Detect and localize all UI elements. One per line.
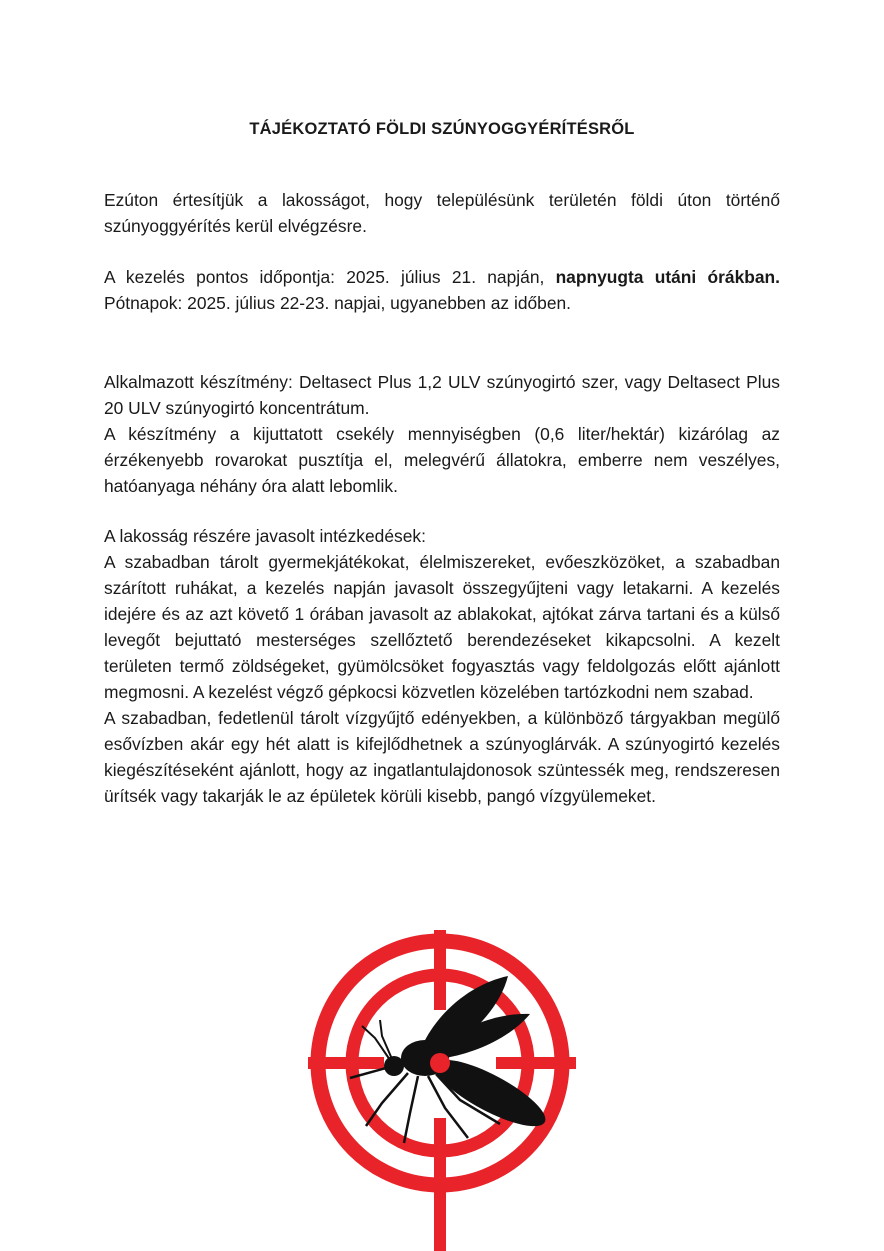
schedule-paragraph bbox=[104, 264, 780, 316]
mosquito-target-icon bbox=[300, 928, 590, 1251]
document-title: TÁJÉKOZTATÓ FÖLDI SZÚNYOGGYÉRÍTÉSRŐL bbox=[249, 120, 635, 138]
measures-paragraph-1: A szabadban tárolt gyermekjátékokat, élelmiszereket, evőeszközöket, a szabadban szárított ruhákat, a kezelés napján javasolt összegyűjteni vagy letakarni. A kezelés idejére és az azt követő 1 órában javasolt az ablakokat, ajtókat zárva tartani és a külső levegőt bejuttató mesterséges szellőztető berendezéseket kikapcsolni. A kezelt területen termő zöldségeket, gyümölcsöket fogyasztás vagy feldolgozás előtt ajánlott megmosni. A kezelést végző gépkocsi közvetlen közelében tartózkodni nem szabad. bbox=[104, 552, 780, 702]
target-center-dot bbox=[430, 1053, 450, 1073]
measures-section bbox=[104, 523, 780, 809]
intro-text: Ezúton értesítjük a lakosságot, hogy településünk területén földi úton történő szúnyoggyérítés kerül elvégzésre. bbox=[104, 190, 780, 236]
schedule-suffix: Pótnapok: 2025. július 22-23. napjai, ugyanebben az időben. bbox=[104, 293, 572, 313]
product-line-2: A készítmény a kijuttatott csekély mennyiségben (0,6 liter/hektár) kizárólag az érzékenyebb rovarokat pusztítja el, melegvérű állatokra, emberre nem veszélyes, hatóanyaga néhány óra alatt lebomlik. bbox=[104, 424, 780, 496]
measures-heading: A lakosság részére javasolt intézkedések: bbox=[104, 526, 426, 546]
product-line-1: Alkalmazott készítmény: Deltasect Plus 1,2 ULV szúnyogirtó szer, vagy Deltasect Plus 20 ULV szúnyogirtó koncentrátum. bbox=[104, 372, 780, 418]
product-paragraph bbox=[104, 369, 780, 499]
intro-paragraph bbox=[104, 187, 780, 239]
schedule-bold: napnyugta utáni órákban. bbox=[555, 267, 780, 287]
schedule-prefix: A kezelés pontos időpontja: 2025. július 21. napján, bbox=[104, 267, 556, 287]
target-crosshair-icon bbox=[308, 930, 576, 1251]
measures-paragraph-2: A szabadban, fedetlenül tárolt vízgyűjtő edényekben, a különböző tárgyakban megülő esővízben akár egy hét alatt is kifejlődhetnek a szúnyoglárvák. A szúnyogirtó kezelés kiegészítéseként ajánlott, hogy az ingatlantulajdonosok szüntessék meg, rendszeresen ürítsék vagy takarják le az épületek körüli kisebb, pangó vízgyülemeket. bbox=[104, 708, 780, 806]
